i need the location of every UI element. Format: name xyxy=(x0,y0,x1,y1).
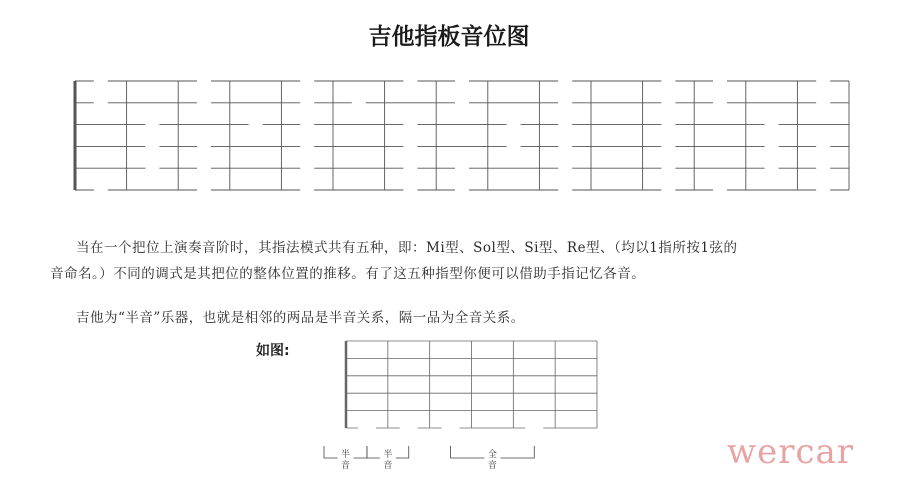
example-grid xyxy=(346,341,597,428)
note-bg xyxy=(558,138,572,154)
note-bg xyxy=(403,73,417,89)
note-bg xyxy=(507,138,521,154)
note-bg xyxy=(816,138,830,154)
note-bg xyxy=(765,138,779,154)
note-bg xyxy=(661,95,675,111)
interval-label: 全音 xyxy=(487,450,497,471)
note-bg xyxy=(300,95,314,111)
note-bg xyxy=(455,95,469,111)
note-bg xyxy=(145,138,159,154)
example-note-bg xyxy=(442,423,460,438)
example-note-bg xyxy=(315,423,333,438)
interval-label: 半音 xyxy=(340,450,350,471)
note-bg xyxy=(558,117,572,133)
paragraph-fingering-patterns-line2: 音命名。）不同的调式是其把位的整体位置的推移。有了这五种指型你便可以借助手指记忆各音。 xyxy=(50,266,646,282)
note-bg xyxy=(713,73,727,89)
note-bg xyxy=(661,182,675,198)
note-bg xyxy=(94,182,108,198)
note-bg xyxy=(300,138,314,154)
note-bg xyxy=(197,95,211,111)
note-bg xyxy=(558,182,572,198)
note-bg xyxy=(403,160,417,176)
example-label: 如图: xyxy=(256,343,290,359)
example-note-bg xyxy=(400,423,418,438)
example-intervals xyxy=(324,446,534,471)
note-bg xyxy=(661,160,675,176)
interval-bracket xyxy=(451,446,535,458)
note-bg xyxy=(455,182,469,198)
note-bg xyxy=(713,95,727,111)
note-bg xyxy=(352,95,366,111)
note-bg xyxy=(300,73,314,89)
note-bg xyxy=(558,95,572,111)
note-bg xyxy=(661,117,675,133)
note-bg xyxy=(403,138,417,154)
example-note-bg xyxy=(358,423,376,438)
example-notes xyxy=(315,423,543,438)
watermark-text: wercar xyxy=(727,432,855,472)
interval-bracket xyxy=(367,446,409,458)
note-bg xyxy=(197,160,211,176)
page-title: 吉他指板音位图 xyxy=(368,24,530,50)
paragraph-semitone-explanation: 吉他为“半音”乐器，也就是相邻的两品是半音关系，隔一品为全音关系。 xyxy=(76,310,525,326)
note-bg xyxy=(145,117,159,133)
note-bg xyxy=(403,182,417,198)
note-bg xyxy=(197,182,211,198)
note-bg xyxy=(765,160,779,176)
note-bg xyxy=(661,138,675,154)
note-bg xyxy=(94,95,108,111)
note-bg xyxy=(145,160,159,176)
fretboard-diagram xyxy=(0,0,898,230)
paragraph-fingering-patterns-line1: 当在一个把位上演奏音阶时，其指法模式共有五种，即：Mi型、Sol型、Si型、Re型、（均以1指所按1弦的 xyxy=(76,240,738,256)
note-bg xyxy=(300,160,314,176)
note-bg xyxy=(249,117,263,133)
note-bg xyxy=(558,73,572,89)
note-bg xyxy=(403,117,417,133)
note-bg xyxy=(300,182,314,198)
note-bg xyxy=(507,117,521,133)
note-bg xyxy=(94,73,108,89)
example-note-bg xyxy=(525,423,543,438)
note-bg xyxy=(816,73,830,89)
fretboard-notes xyxy=(94,73,830,198)
note-bg xyxy=(713,182,727,198)
note-bg xyxy=(816,160,830,176)
note-bg xyxy=(197,73,211,89)
note-bg xyxy=(558,160,572,176)
note-bg xyxy=(816,182,830,198)
interval-bracket xyxy=(324,446,367,458)
note-bg xyxy=(765,117,779,133)
note-bg xyxy=(197,138,211,154)
note-bg xyxy=(816,95,830,111)
note-bg xyxy=(661,73,675,89)
note-bg xyxy=(455,160,469,176)
note-bg xyxy=(300,117,314,133)
interval-label: 半音 xyxy=(383,450,393,471)
note-bg xyxy=(455,73,469,89)
